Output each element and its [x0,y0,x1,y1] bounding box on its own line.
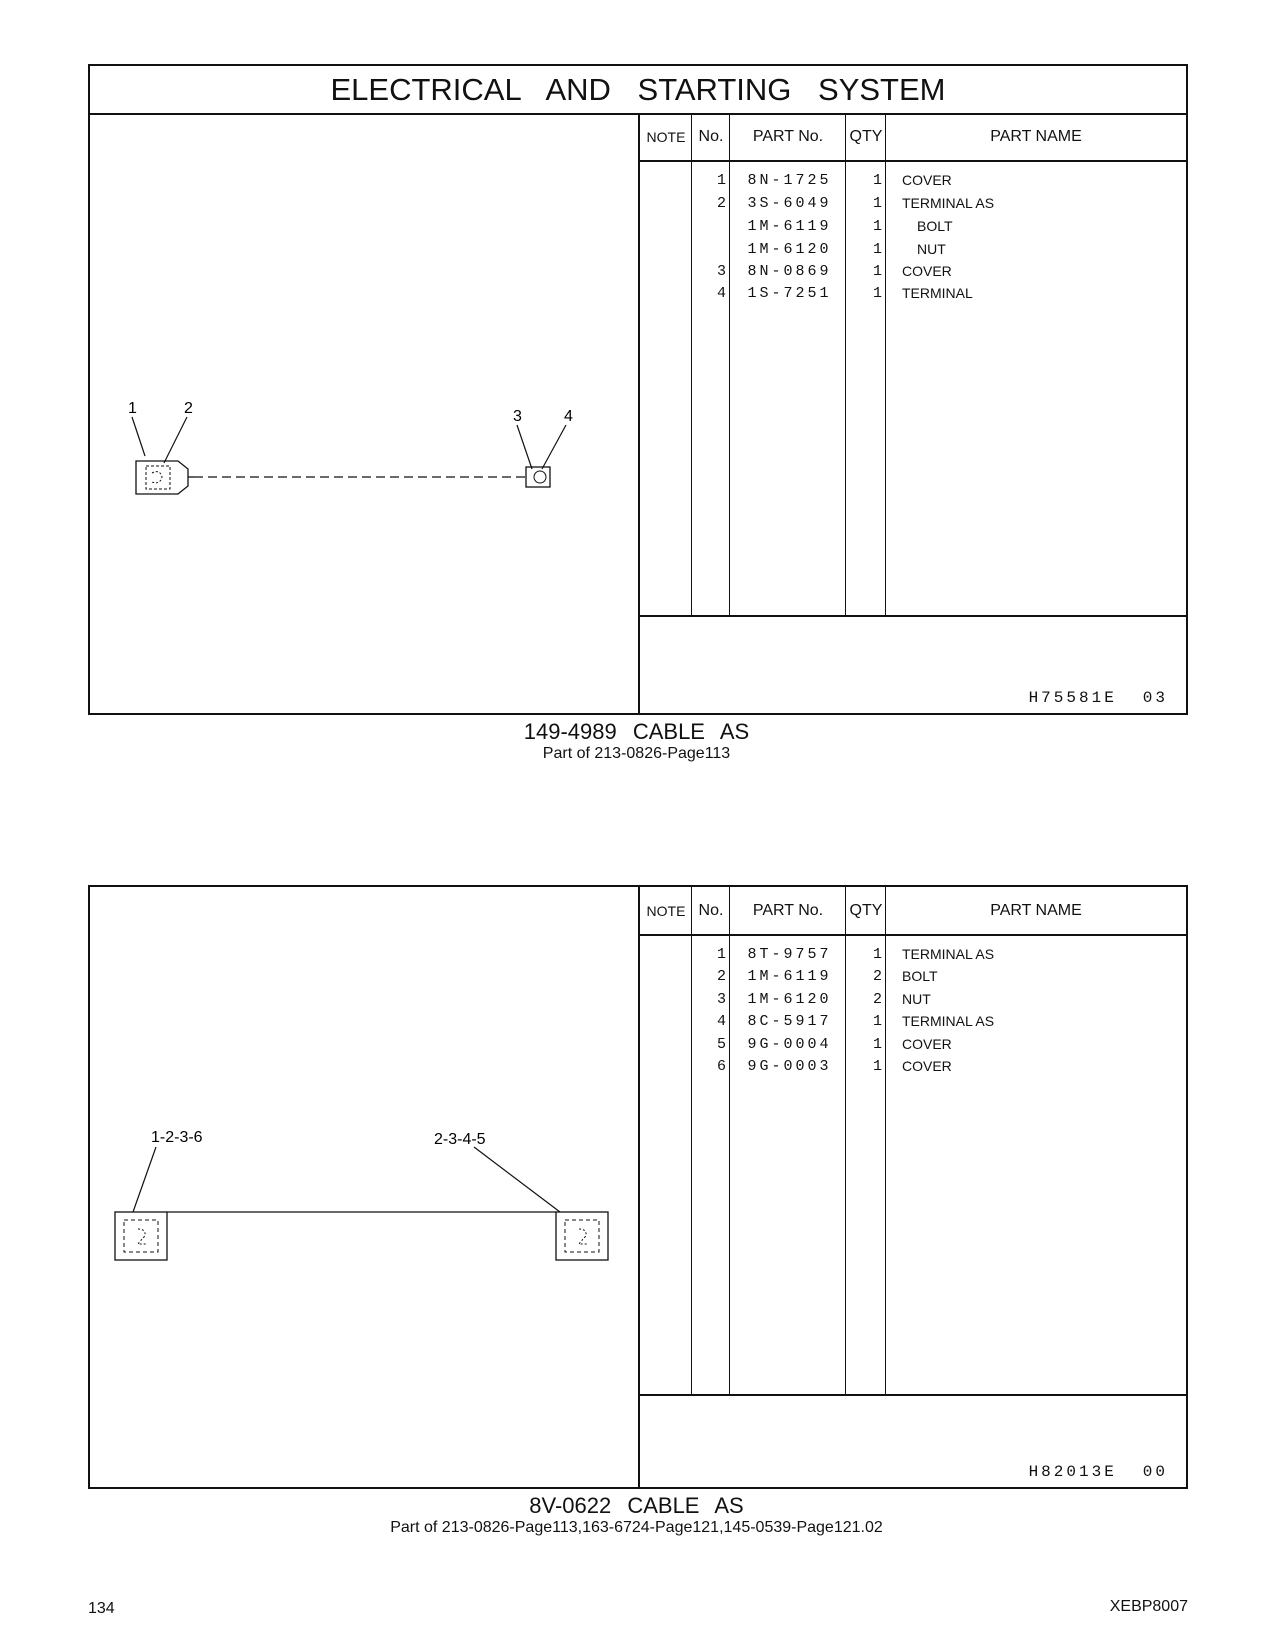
table-footer [640,1394,1186,1491]
quantity: 1 [872,1013,882,1030]
table-row [640,991,1186,1014]
part-number: 1M-6119 [747,218,832,235]
item-no: 3 [716,991,726,1008]
quantity: 1 [872,946,882,963]
terminal-cover-right [526,467,550,487]
illustration-code [1029,689,1168,707]
item-no: 1 [716,946,726,963]
quantity: 1 [872,285,882,302]
part-name: NUT [902,991,931,1007]
assembly-subtitle: Part of 213-0826-Page113,163-6724-Page121,145-0539-Page121.02 [390,1519,883,1536]
quantity: 1 [872,195,882,212]
illustration-code [1029,1463,1168,1481]
quantity: 1 [872,218,882,235]
leader-line [517,425,532,469]
leader-line [133,1147,156,1212]
part-number: 8N-0869 [747,263,832,280]
header-part-no: PART No. [752,127,824,145]
part-number: 8T-9757 [747,946,832,963]
part-number: 1M-6119 [747,968,832,985]
parts-table-2 [638,887,1186,1489]
item-no: 5 [716,1036,726,1053]
illustration-1 [90,113,638,715]
part-name: TERMINAL AS [902,946,995,962]
illustration-rev: 03 [1142,689,1168,707]
leader-line [164,417,187,463]
leader-line [474,1147,560,1212]
table-row [640,1058,1186,1081]
part-name: BOLT [917,218,953,234]
table-header [640,887,1186,936]
table-header [640,113,1186,162]
callout-label: 3 [513,408,522,425]
item-no: 3 [716,263,726,280]
item-no: 2 [716,968,726,985]
table-row [640,968,1186,991]
table-row [640,1036,1186,1059]
part-name: TERMINAL AS [902,1013,995,1029]
illustration-id: H82013E [1028,1463,1117,1481]
quantity: 2 [872,968,882,985]
terminal-left [115,1212,167,1260]
section-title: ELECTRICAL AND STARTING SYSTEM [330,71,946,107]
illustration-id: H75581E [1028,689,1117,707]
item-no: 4 [716,1013,726,1030]
table-row [640,285,1186,308]
leader-line [132,417,145,456]
leader-line [542,425,566,469]
part-number: 1S-7251 [747,285,832,302]
quantity: 1 [872,1036,882,1053]
header-no: No. [698,127,724,145]
assembly-caption-1 [0,719,1273,763]
header-note: NOTE [646,902,686,919]
cable-diagram-2 [90,887,638,1489]
parts-table-1 [638,113,1186,715]
quantity: 1 [872,241,882,258]
part-name: TERMINAL AS [902,195,995,211]
part-name: COVER [902,263,952,279]
table-footer [640,615,1186,717]
callout-label: 1-2-3-6 [151,1129,203,1146]
part-number: 8C-5917 [747,1013,832,1030]
cable-diagram-1 [90,113,638,715]
parts-panel-1 [88,64,1188,715]
item-no: 1 [716,172,726,189]
callout-label: 2 [184,400,193,417]
table-row [640,241,1186,264]
callout-label: 4 [564,408,573,425]
parts-panel-2 [88,885,1188,1489]
header-part-no: PART No. [752,901,824,919]
quantity: 1 [872,263,882,280]
quantity: 1 [872,172,882,189]
illustration-rev: 00 [1142,1463,1168,1481]
assembly-title: 149-4989 CABLE AS [523,719,750,744]
header-qty: QTY [849,901,883,919]
illustration-2 [90,887,638,1489]
assembly-caption-2 [0,1493,1273,1537]
table-row [640,1013,1186,1036]
part-name: COVER [902,1058,952,1074]
assembly-subtitle: Part of 213-0826-Page113 [542,745,731,762]
part-number: 8N-1725 [747,172,832,189]
table-row [640,263,1186,286]
quantity: 2 [872,991,882,1008]
table-row [640,946,1186,969]
header-part-name: PART NAME [990,127,1082,145]
part-name: COVER [902,1036,952,1052]
terminal-cover-left [136,461,194,494]
header-note: NOTE [646,128,686,145]
table-row [640,218,1186,241]
part-number: 1M-6120 [747,241,832,258]
part-name: COVER [902,172,952,188]
item-no: 2 [716,195,726,212]
item-no: 6 [716,1058,726,1075]
part-name: TERMINAL [902,285,973,301]
header-qty: QTY [849,127,883,145]
callout-label: 2-3-4-5 [434,1131,486,1148]
part-number: 1M-6120 [747,991,832,1008]
part-number: 9G-0003 [747,1058,832,1075]
terminal-right [556,1212,608,1260]
part-number: 9G-0004 [747,1036,832,1053]
part-name: NUT [917,241,946,257]
quantity: 1 [872,1058,882,1075]
callout-label: 1 [128,400,137,417]
header-part-name: PART NAME [990,901,1082,919]
document-id: XEBP8007 [1109,1598,1188,1615]
assembly-title: 8V-0622 CABLE AS [529,1493,744,1518]
page-number: 134 [88,1600,115,1617]
table-row [640,195,1186,218]
item-no: 4 [716,285,726,302]
table-row [640,172,1186,195]
part-number: 3S-6049 [747,195,832,212]
part-name: BOLT [902,968,938,984]
section-title-bar [90,66,1186,115]
header-no: No. [698,901,724,919]
